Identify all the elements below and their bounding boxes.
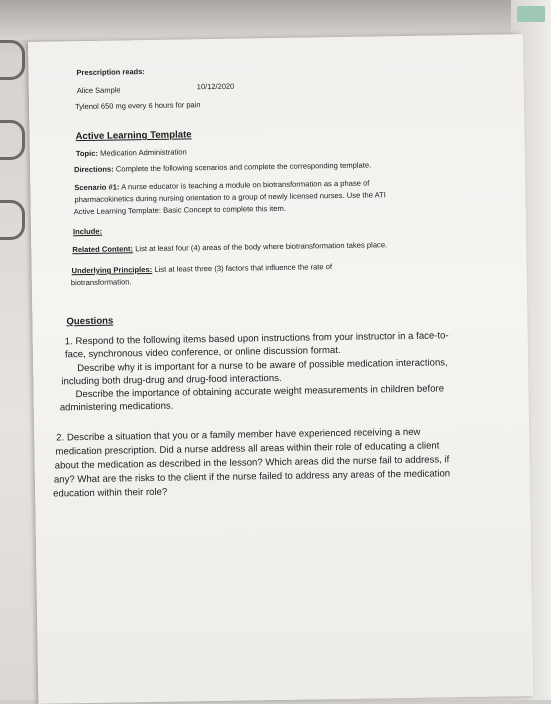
questions-heading: Questions	[66, 315, 114, 328]
sticky-tab	[517, 6, 545, 22]
printed-page	[28, 34, 533, 704]
prescription-patient: Alice Sample	[76, 85, 121, 96]
ring-2	[0, 120, 25, 160]
q2-line-2: medication prescription. Did a nurse address all areas within their role of educating a client	[55, 440, 440, 458]
underlying-text-1: List at least three (3) factors that influence the rate of	[154, 262, 333, 274]
underlying-line-1	[72, 262, 333, 275]
related-content-line	[72, 240, 387, 254]
directions-text: Complete the following scenarios and complete the corresponding template.	[115, 160, 372, 174]
scenario-text-2: pharmacokinetics during nursing orientation to a group of newly licensed nurses. Use the ATI	[74, 190, 386, 205]
q1-a-line-1: Describe why it is important for a nurse to be aware of possible medication interactions,	[77, 357, 448, 375]
underlying-text-2: biotransformation.	[70, 277, 132, 288]
ring-3	[0, 200, 25, 240]
q2-line-4: any? What are the risks to the client if the nurse failed to address any areas of the medication	[53, 468, 451, 486]
q2-line-1: 2. Describe a situation that you or a family member have experienced receiving a new	[56, 426, 421, 444]
binder-rings	[0, 30, 28, 550]
prescription-heading: Prescription reads:	[76, 67, 145, 78]
q2-line-5: education within their role?	[53, 486, 168, 500]
directions-line	[74, 161, 371, 175]
scenario-text-3: Active Learning Template: Basic Concept to complete this item.	[73, 203, 286, 217]
q2-line-3: about the medication as described in the lesson? Which areas did the nurse fail to address, if	[54, 454, 450, 472]
scenario-label: Scenario #1:	[74, 182, 120, 193]
topic-label: Topic:	[75, 148, 99, 159]
q1-b-line-1: Describe the importance of obtaining accurate weight measurements in children before	[75, 383, 445, 401]
ring-1	[0, 40, 25, 80]
q1-line-2: face, synchronous video conference, or online discussion format.	[64, 345, 341, 361]
scenario-text-1: A nurse educator is teaching a module on biotransformation as a phase of	[121, 178, 370, 192]
prescription-order: Tylenol 650 mg every 6 hours for pain	[74, 100, 201, 112]
template-title: Active Learning Template	[75, 129, 192, 143]
scenario-line-1	[74, 179, 369, 193]
q1-b-line-2: administering medications.	[59, 400, 174, 414]
q1-line-1: 1. Respond to the following items based upon instructions from your instructor in a face-to-	[64, 330, 449, 348]
topic-line	[76, 147, 187, 158]
q1-a-line-2: including both drug-drug and drug-food interactions.	[61, 372, 282, 388]
directions-label: Directions:	[73, 164, 114, 175]
topic-value: Medication Administration	[100, 147, 187, 158]
prescription-date: 10/12/2020	[196, 81, 235, 92]
underlying-label: Underlying Principles:	[71, 264, 153, 276]
related-label: Related Content:	[72, 244, 134, 255]
include-label: Include:	[72, 226, 103, 237]
related-text: List at least four (4) areas of the body where biotransformation takes place.	[135, 240, 388, 254]
